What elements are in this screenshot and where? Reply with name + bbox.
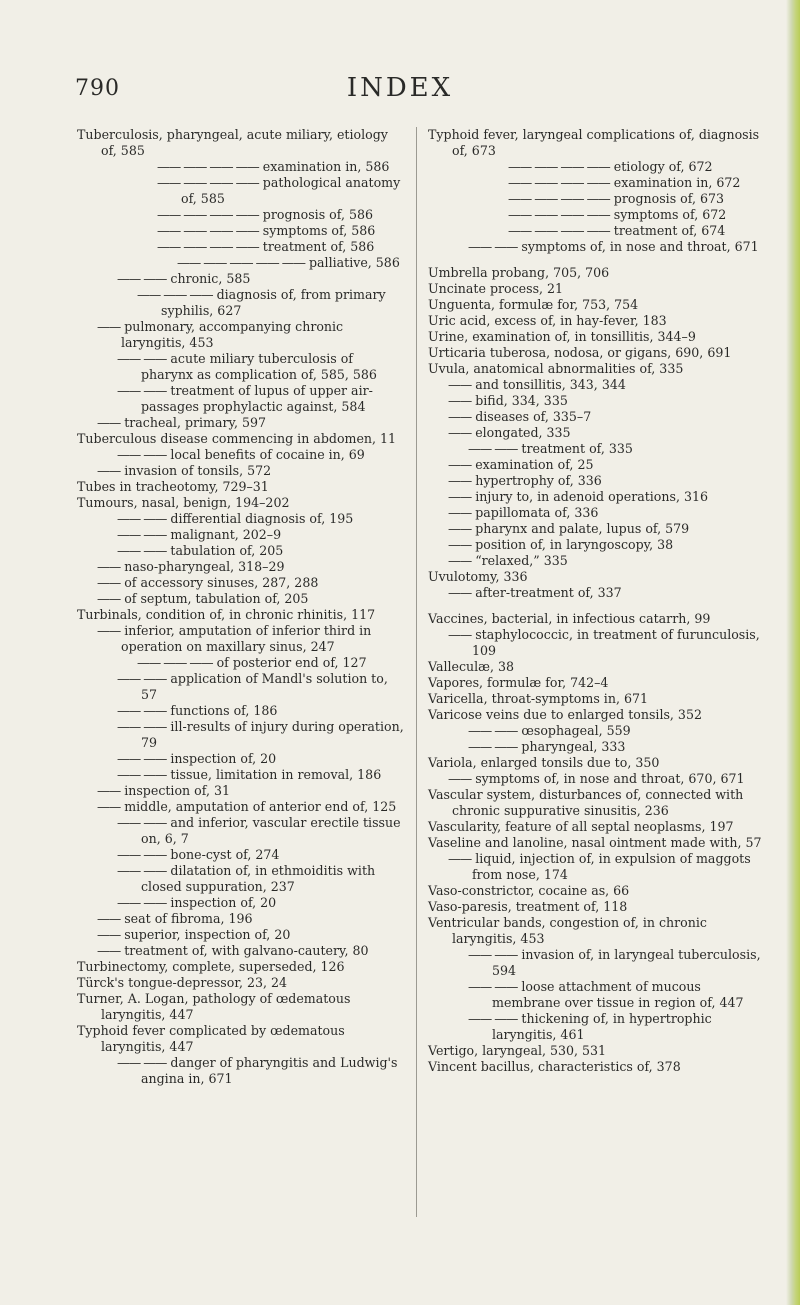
index-entry <box>77 927 405 943</box>
index-entry-text: ill-results of injury during operation, 79 <box>141 719 404 750</box>
index-ditto-dashes: —— —— —— <box>137 287 213 302</box>
index-entry <box>77 575 405 591</box>
index-entry-text: Urticaria tuberosa, nodosa, or gigans, 690, 691 <box>428 345 732 360</box>
index-entry <box>428 787 766 819</box>
index-entry-text: Unguenta, formulæ for, 753, 754 <box>428 297 639 312</box>
index-entry <box>428 553 766 569</box>
index-ditto-dashes: —— <box>97 911 121 926</box>
index-entry <box>77 495 405 511</box>
index-entry <box>428 329 766 345</box>
index-ditto-dashes: —— —— <box>468 441 518 456</box>
index-ditto-dashes: —— <box>97 783 121 798</box>
index-entry <box>428 265 766 281</box>
index-entry-text: Vascularity, feature of all septal neoplasms, 197 <box>428 819 734 834</box>
index-entry <box>428 521 766 537</box>
index-entry <box>77 815 405 847</box>
index-entry <box>77 255 405 271</box>
index-entry-text: Uvulotomy, 336 <box>428 569 528 584</box>
index-ditto-dashes: —— —— <box>117 351 167 366</box>
index-entry-text: thickening of, in hypertrophic laryngitis, 461 <box>492 1011 712 1042</box>
index-entry <box>77 447 405 463</box>
index-column-right <box>428 127 766 1075</box>
index-entry-text: pathological anatomy of, 585 <box>181 175 401 206</box>
index-entry-text: symptoms of, 672 <box>613 207 727 222</box>
index-entry <box>77 479 405 495</box>
index-entry-text: of septum, tabulation of, 205 <box>124 591 309 606</box>
index-entry-text: Varicose veins due to enlarged tonsils, 352 <box>428 707 702 722</box>
index-ditto-dashes: —— <box>448 473 472 488</box>
index-entry <box>77 847 405 863</box>
index-ditto-dashes: —— —— <box>117 751 167 766</box>
index-entry <box>77 207 405 223</box>
index-entry-text: treatment of lupus of upper air-passages prophylactic against, 584 <box>141 383 373 414</box>
index-entry <box>77 351 405 383</box>
index-entry <box>428 771 766 787</box>
index-ditto-dashes: —— —— <box>117 847 167 862</box>
index-entry <box>428 835 766 851</box>
index-ditto-dashes: —— —— —— <box>137 655 213 670</box>
page-title: INDEX <box>346 73 454 103</box>
index-entry <box>77 783 405 799</box>
index-entry <box>428 1011 766 1043</box>
index-entry-text: Vaso-constrictor, cocaine as, 66 <box>428 883 630 898</box>
index-entry-text: Vincent bacillus, characteristics of, 378 <box>428 1059 681 1074</box>
index-ditto-dashes: —— —— <box>117 383 167 398</box>
index-entry-text: Tumours, nasal, benign, 194–202 <box>77 495 290 510</box>
index-entry-text: seat of fibroma, 196 <box>124 911 253 926</box>
index-entry-text: palliative, 586 <box>308 255 400 270</box>
index-entry <box>428 915 766 947</box>
index-entry <box>77 943 405 959</box>
index-entry <box>428 723 766 739</box>
index-entry <box>428 947 766 979</box>
index-entry <box>77 1023 405 1055</box>
index-entry-text: papillomata of, 336 <box>475 505 599 520</box>
index-entry-text: Uvula, anatomical abnormalities of, 335 <box>428 361 684 376</box>
index-entry <box>428 675 766 691</box>
index-entry-text: diagnosis of, from primary syphilis, 627 <box>161 287 386 318</box>
index-entry <box>428 393 766 409</box>
index-entry-text: position of, in laryngoscopy, 38 <box>475 537 674 552</box>
index-ditto-dashes: —— —— <box>117 527 167 542</box>
index-entry-text: Valleculæ, 38 <box>428 659 515 674</box>
index-entry-text: œsophageal, 559 <box>521 723 631 738</box>
index-entry-text: pharyngeal, 333 <box>521 739 626 754</box>
index-entry <box>428 345 766 361</box>
index-ditto-dashes: —— —— —— —— <box>157 159 259 174</box>
index-entry-text: of posterior end of, 127 <box>216 655 367 670</box>
index-ditto-dashes: —— <box>448 627 472 642</box>
index-entry-text: injury to, in adenoid operations, 316 <box>475 489 709 504</box>
index-entry-text: local benefits of cocaine in, 69 <box>170 447 365 462</box>
index-ditto-dashes: —— <box>448 457 472 472</box>
index-ditto-dashes: —— <box>97 559 121 574</box>
index-entry <box>77 319 405 351</box>
index-entry <box>77 799 405 815</box>
index-entry-text: after-treatment of, 337 <box>475 585 622 600</box>
index-entry <box>428 627 766 659</box>
index-entry-text: Turner, A. Logan, pathology of œdematous laryngitis, 447 <box>77 991 351 1022</box>
index-entry <box>77 223 405 239</box>
index-entry <box>77 271 405 287</box>
index-ditto-dashes: —— —— —— —— <box>157 207 259 222</box>
index-ditto-dashes: —— —— —— —— <box>508 159 610 174</box>
index-entry-text: Turbinals, condition of, in chronic rhinitis, 117 <box>77 607 376 622</box>
index-entry-text: invasion of, in laryngeal tuberculosis, 594 <box>492 947 761 978</box>
index-entry-text: loose attachment of mucous membrane over tissue in region of, 447 <box>492 979 744 1010</box>
index-entry-text: liquid, injection of, in expulsion of maggots from nose, 174 <box>472 851 751 882</box>
index-entry <box>428 707 766 723</box>
index-entry <box>77 431 405 447</box>
index-entry <box>428 819 766 835</box>
index-ditto-dashes: —— —— —— —— <box>508 175 610 190</box>
index-ditto-dashes: —— —— <box>468 739 518 754</box>
index-ditto-dashes: —— —— —— —— <box>157 223 259 238</box>
index-entry <box>77 655 405 671</box>
index-entry-text: Vaso-paresis, treatment of, 118 <box>428 899 628 914</box>
index-entry <box>77 607 405 623</box>
index-ditto-dashes: —— <box>448 585 472 600</box>
index-entry-text: chronic, 585 <box>170 271 251 286</box>
index-entry <box>77 559 405 575</box>
index-entry-text: Vertigo, laryngeal, 530, 531 <box>428 1043 607 1058</box>
index-entry <box>428 313 766 329</box>
index-ditto-dashes: —— <box>97 799 121 814</box>
index-entry <box>428 489 766 505</box>
index-entry-text: tabulation of, 205 <box>170 543 284 558</box>
index-entry <box>428 899 766 915</box>
index-ditto-dashes: —— —— —— —— <box>508 191 610 206</box>
index-entry-text: of accessory sinuses, 287, 288 <box>124 575 319 590</box>
index-entry-text: Türck's tongue-depressor, 23, 24 <box>77 975 288 990</box>
index-entry <box>428 457 766 473</box>
index-entry-text: danger of pharyngitis and Ludwig's angina in, 671 <box>141 1055 398 1086</box>
index-entry-text: staphylococcic, in treatment of furunculosis, 109 <box>472 627 760 658</box>
column-divider <box>416 127 417 1217</box>
index-ditto-dashes: —— —— —— —— <box>508 207 610 222</box>
index-entry <box>77 175 405 207</box>
index-entry <box>77 527 405 543</box>
index-entry-text: inferior, amputation of inferior third in operation on maxillary sinus, 247 <box>121 623 372 654</box>
index-entry <box>428 1059 766 1075</box>
index-entry-text: and inferior, vascular erectile tissue on, 6, 7 <box>141 815 401 846</box>
index-ditto-dashes: —— <box>97 927 121 942</box>
index-entry <box>77 287 405 319</box>
index-entry <box>77 975 405 991</box>
index-entry-text: Tuberculosis, pharyngeal, acute miliary, etiology of, 585 <box>77 127 388 158</box>
index-entry-text: dilatation of, in ethmoiditis with closed suppuration, 237 <box>141 863 376 894</box>
index-entry <box>428 883 766 899</box>
index-entry <box>77 991 405 1023</box>
index-entry-text: bifid, 334, 335 <box>475 393 568 408</box>
index-entry-text: examination of, 25 <box>475 457 594 472</box>
index-entry-text: treatment of, 586 <box>262 239 375 254</box>
index-entry-text: tissue, limitation in removal, 186 <box>170 767 382 782</box>
index-entry-text: treatment of, with galvano-cautery, 80 <box>124 943 369 958</box>
index-entry-text: acute miliary tuberculosis of pharynx as complication of, 585, 586 <box>141 351 377 382</box>
index-entry-text: Typhoid fever complicated by œdematous laryngitis, 447 <box>77 1023 345 1054</box>
index-entry <box>77 767 405 783</box>
index-entry-text: hypertrophy of, 336 <box>475 473 602 488</box>
index-ditto-dashes: —— —— <box>117 767 167 782</box>
index-entry-text: and tonsillitis, 343, 344 <box>475 377 626 392</box>
index-entry <box>77 703 405 719</box>
index-entry <box>77 863 405 895</box>
index-entry-text: diseases of, 335–7 <box>475 409 592 424</box>
index-ditto-dashes: —— —— <box>117 1055 167 1070</box>
index-ditto-dashes: —— <box>97 943 121 958</box>
index-entry <box>77 719 405 751</box>
index-entry <box>428 377 766 393</box>
index-ditto-dashes: —— <box>448 425 472 440</box>
index-ditto-dashes: —— —— <box>117 511 167 526</box>
index-entry <box>77 591 405 607</box>
index-ditto-dashes: —— —— <box>117 815 167 830</box>
index-entry-text: Urine, examination of, in tonsillitis, 344–9 <box>428 329 696 344</box>
index-ditto-dashes: —— —— <box>468 239 518 254</box>
index-ditto-dashes: —— <box>448 771 472 786</box>
index-entry <box>428 239 766 255</box>
index-ditto-dashes: —— <box>448 505 472 520</box>
index-entry-text: Vaccines, bacterial, in infectious catarrh, 99 <box>428 611 711 626</box>
index-entry <box>77 511 405 527</box>
index-entry <box>428 739 766 755</box>
index-ditto-dashes: —— —— <box>117 543 167 558</box>
index-ditto-dashes: —— —— —— —— <box>157 239 259 254</box>
index-entry-text: “relaxed,” 335 <box>475 553 568 568</box>
index-ditto-dashes: —— <box>448 553 472 568</box>
index-ditto-dashes: —— <box>448 521 472 536</box>
index-ditto-dashes: —— —— <box>117 671 167 686</box>
index-entry <box>428 191 766 207</box>
index-ditto-dashes: —— <box>448 377 472 392</box>
index-entry-text: functions of, 186 <box>170 703 278 718</box>
index-entry <box>428 409 766 425</box>
index-ditto-dashes: —— <box>97 623 121 638</box>
index-entry-text: examination in, 586 <box>262 159 390 174</box>
index-entry-text: etiology of, 672 <box>613 159 713 174</box>
index-ditto-dashes: —— —— —— —— <box>157 175 259 190</box>
index-entry <box>77 751 405 767</box>
index-entry <box>428 441 766 457</box>
index-entry-text: Ventricular bands, congestion of, in chronic laryngitis, 453 <box>428 915 707 946</box>
index-entry-text: malignant, 202–9 <box>170 527 282 542</box>
index-ditto-dashes: —— <box>97 319 121 334</box>
index-entry <box>428 361 766 377</box>
index-entry <box>77 623 405 655</box>
index-entry-text: Turbinectomy, complete, superseded, 126 <box>77 959 345 974</box>
index-entry <box>428 851 766 883</box>
index-entry <box>428 207 766 223</box>
page-number: 790 <box>75 76 120 101</box>
index-entry <box>428 979 766 1011</box>
index-column-left <box>77 127 405 1087</box>
index-entry-text: inspection of, 31 <box>124 783 230 798</box>
index-entry <box>428 1043 766 1059</box>
index-ditto-dashes: —— —— <box>468 947 518 962</box>
index-entry-text: Variola, enlarged tonsils due to, 350 <box>428 755 660 770</box>
index-entry-text: bone-cyst of, 274 <box>170 847 280 862</box>
index-entry <box>428 473 766 489</box>
index-entry-text: symptoms of, in nose and throat, 671 <box>521 239 759 254</box>
index-entry <box>77 671 405 703</box>
index-entry <box>428 223 766 239</box>
index-ditto-dashes: —— —— —— —— <box>508 223 610 238</box>
page-edge <box>786 0 800 1305</box>
index-ditto-dashes: —— <box>97 591 121 606</box>
index-entry-text: Typhoid fever, laryngeal complications of, diagnosis of, 673 <box>428 127 760 158</box>
index-entry-text: Vapores, formulæ for, 742–4 <box>428 675 609 690</box>
index-entry <box>428 659 766 675</box>
index-entry-text: invasion of tonsils, 572 <box>124 463 272 478</box>
index-ditto-dashes: —— —— <box>468 979 518 994</box>
index-entry <box>428 505 766 521</box>
index-ditto-dashes: —— <box>97 463 121 478</box>
index-entry <box>77 1055 405 1087</box>
index-entry <box>428 175 766 191</box>
index-entry-text: Varicella, throat-symptoms in, 671 <box>428 691 648 706</box>
index-entry <box>428 127 766 159</box>
index-ditto-dashes: —— —— <box>117 863 167 878</box>
index-entry <box>428 537 766 553</box>
index-ditto-dashes: —— <box>448 393 472 408</box>
index-entry-text: examination in, 672 <box>613 175 741 190</box>
index-ditto-dashes: —— —— <box>117 447 167 462</box>
index-entry <box>428 611 766 627</box>
index-entry-text: tracheal, primary, 597 <box>124 415 267 430</box>
index-entry <box>77 127 405 159</box>
index-entry-text: prognosis of, 586 <box>262 207 373 222</box>
index-ditto-dashes: —— <box>448 851 472 866</box>
index-entry-text: symptoms of, in nose and throat, 670, 671 <box>475 771 745 786</box>
index-entry-text: superior, inspection of, 20 <box>124 927 291 942</box>
index-entry <box>428 297 766 313</box>
index-entry-text: Umbrella probang, 705, 706 <box>428 265 610 280</box>
index-entry <box>77 911 405 927</box>
index-entry-text: inspection of, 20 <box>170 895 277 910</box>
index-entry-text: Vascular system, disturbances of, connected with chronic suppurative sinusitis, 236 <box>428 787 744 818</box>
index-entry-text: pulmonary, accompanying chronic laryngitis, 453 <box>121 319 344 350</box>
index-entry <box>77 383 405 415</box>
index-entry <box>77 415 405 431</box>
index-entry <box>77 959 405 975</box>
index-entry <box>428 569 766 585</box>
index-ditto-dashes: —— <box>448 489 472 504</box>
index-entry-text: treatment of, 674 <box>613 223 726 238</box>
index-entry-text: inspection of, 20 <box>170 751 277 766</box>
index-ditto-dashes: —— —— —— —— —— <box>177 255 305 270</box>
index-ditto-dashes: —— —— <box>117 271 167 286</box>
index-entry-text: symptoms of, 586 <box>262 223 376 238</box>
index-entry-text: Tubes in tracheotomy, 729–31 <box>77 479 269 494</box>
index-ditto-dashes: —— —— <box>468 1011 518 1026</box>
index-entry <box>77 895 405 911</box>
index-ditto-dashes: —— <box>97 575 121 590</box>
index-entry-text: differential diagnosis of, 195 <box>170 511 354 526</box>
index-entry-text: treatment of, 335 <box>521 441 633 456</box>
index-entry-text: middle, amputation of anterior end of, 125 <box>124 799 397 814</box>
index-entry <box>428 281 766 297</box>
index-entry <box>428 755 766 771</box>
index-entry <box>428 691 766 707</box>
index-entry-text: prognosis of, 673 <box>613 191 724 206</box>
index-ditto-dashes: —— —— <box>117 703 167 718</box>
index-entry <box>77 239 405 255</box>
index-entry-text: pharynx and palate, lupus of, 579 <box>475 521 690 536</box>
index-entry <box>77 463 405 479</box>
index-entry <box>77 543 405 559</box>
index-entry-text: naso-pharyngeal, 318–29 <box>124 559 285 574</box>
index-ditto-dashes: —— —— <box>117 719 167 734</box>
index-ditto-dashes: —— —— <box>117 895 167 910</box>
index-entry <box>77 159 405 175</box>
index-ditto-dashes: —— <box>97 415 121 430</box>
index-entry-text: Tuberculous disease commencing in abdomen, 11 <box>77 431 397 446</box>
index-ditto-dashes: —— —— <box>468 723 518 738</box>
index-entry <box>428 159 766 175</box>
index-ditto-dashes: —— <box>448 537 472 552</box>
index-entry-text: Uncinate process, 21 <box>428 281 564 296</box>
index-ditto-dashes: —— <box>448 409 472 424</box>
index-entry-text: Uric acid, excess of, in hay-fever, 183 <box>428 313 667 328</box>
index-entry <box>428 425 766 441</box>
index-entry <box>428 585 766 601</box>
index-entry-text: elongated, 335 <box>475 425 571 440</box>
index-entry-text: application of Mandl's solution to, 57 <box>141 671 388 702</box>
index-entry-text: Vaseline and lanoline, nasal ointment made with, 57 <box>428 835 762 850</box>
